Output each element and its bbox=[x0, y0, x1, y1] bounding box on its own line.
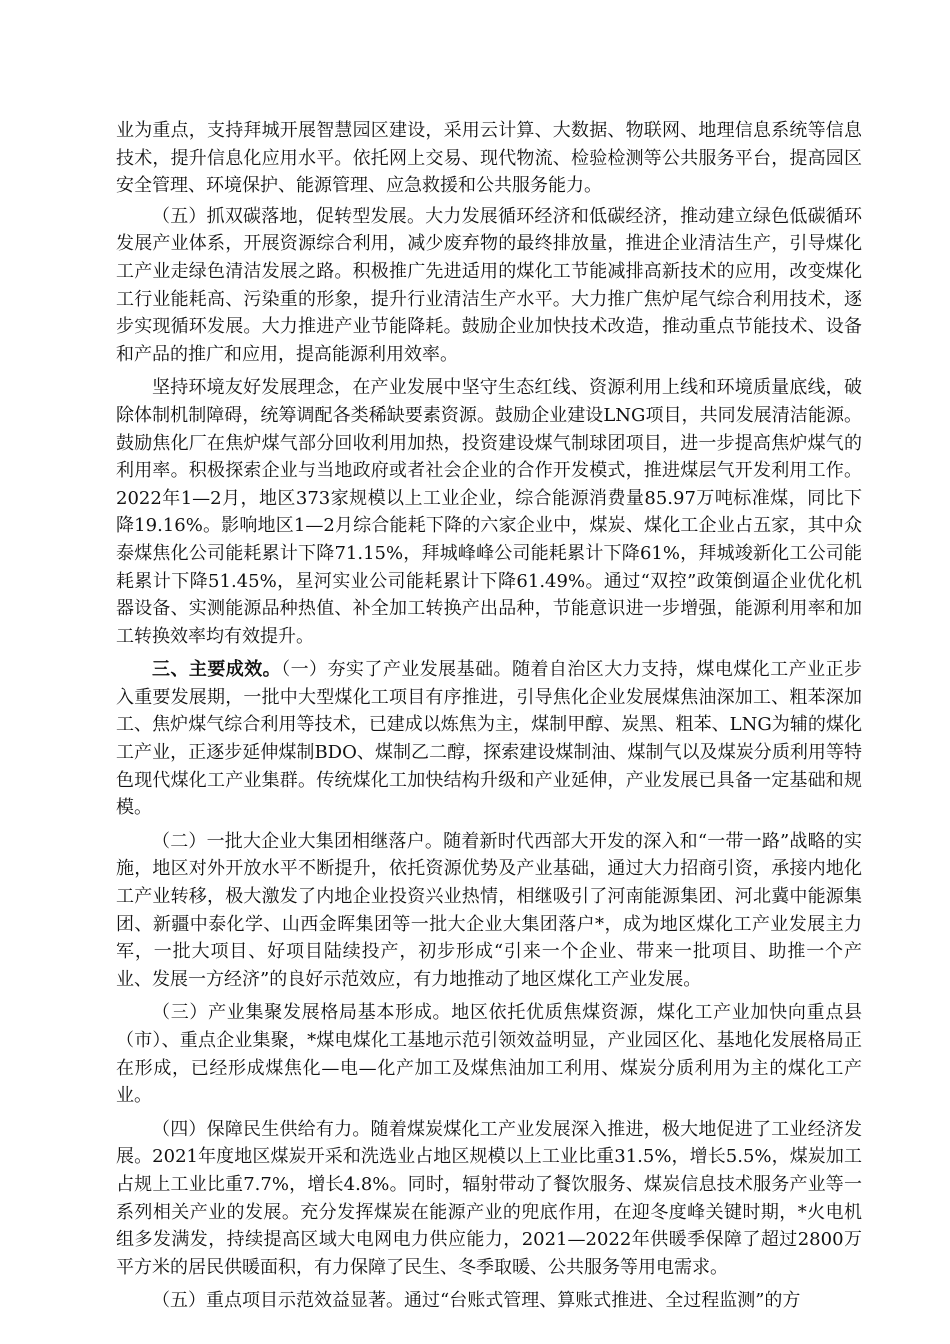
paragraph-industry-foundation: （一）夯实了产业发展基础。随着自治区大力支持，煤电煤化工产业正步入重要发展期，一批中大型煤化工项目有序推进，引导焦化企业发展煤焦油深加工、粗苯深加工、焦炉煤气综合利用等技术，已建成以炼焦为主，煤制甲醇、炭黑、粗苯、LNG为辅的煤化工产业，正逐步延伸煤制BDO、煤制乙二醇，探索建设煤制油、煤制气以及煤炭分质利用等特色现代煤化工产业集群。传统煤化工加快结构升级和产业延伸，产业发展已具备一定基础和规模。 bbox=[116, 659, 863, 819]
paragraph-smart-park: 业为重点，支持拜城开展智慧园区建设，采用云计算、大数据、物联网、地理信息系统等信息技术，提升信息化应用水平。依托网上交易、现代物流、检验检测等公共服务平台，提高园区安全管理、环境保护、能源管理、应急救援和公共服务能力。 bbox=[116, 120, 862, 197]
document-page bbox=[116, 117, 862, 1315]
paragraph-livelihood: （四）保障民生供给有力。随着煤炭煤化工产业发展深入推进，极大地促进了工业经济发展。2021年度地区煤炭开采和洗选业占地区规模以上工业比重31.5%，增长5.5%，煤炭加工占规上工业比重7.7%，增长4.8%。同时，辐射带动了餐饮服务、煤炭信息技术服务产业等一系列相关产业的发展。充分发挥煤炭在能源产业的兜底作用，在迎冬度峰关键时期，*火电机组多发满发，持续提高区域大电网电力供应能力，2021—2022年供暖季保障了超过2800万平方米的居民供暖面积，有力保障了民生、冬季取暖、公共服务等用电需求。 bbox=[116, 1118, 862, 1278]
paragraph-dual-carbon: （五）抓双碳落地，促转型发展。大力发展循环经济和低碳经济，推动建立绿色低碳循环发展产业体系，开展资源综合利用，减少废弃物的最终排放量，推进企业清洁生产，引导煤化工产业走绿色清洁发展之路。积极推广先进适用的煤化工节能减排高新技术的应用，改变煤化工行业能耗高、污染重的形象，提升行业清洁生产水平。大力推广焦炉尾气综合利用技术，逐步实现循环发展。大力推进产业节能降耗。鼓励企业加快技术改造，推动重点节能技术、设备和产品的推广和应用，提高能源利用效率。 bbox=[116, 205, 862, 365]
paragraph-key-projects: （五）重点项目示范效益显著。通过“台账式管理、算账式推进、全过程监测”的方 bbox=[152, 1290, 801, 1312]
paragraph-industry-cluster: （三）产业集聚发展格局基本形成。地区依托优质焦煤资源，煤化工产业加快向重点县（市）、重点企业集聚，*煤电煤化工基地示范引领效益明显，产业园区化、基地化发展格局正在形成，已经形成煤焦化—电—化产加工及煤焦油加工利用、煤炭分质利用为主的煤化工产业。 bbox=[116, 1002, 862, 1107]
paragraph-environment: 坚持环境友好发展理念，在产业发展中坚守生态红线、资源利用上线和环境质量底线，破除体制机制障碍，统筹调配各类稀缺要素资源。鼓励企业建设LNG项目，共同发展清洁能源。鼓励焦化厂在焦炉煤气部分回收利用加热，投资建设煤气制球团项目，进一步提高焦炉煤气的利用率。积极探索企业与当地政府或者社会企业的合作开发模式，推进煤层气开发利用工作。2022年1—2月，地区373家规模以上工业企业，综合能源消费量85.97万吨标准煤，同比下降19.16%。影响地区1—2月综合能耗下降的六家企业中，煤炭、煤化工企业占五家，其中众泰煤焦化公司能耗累计下降71.15%，拜城峰峰公司能耗累计下降61%，拜城竣新化工公司能耗累计下降51.45%，星河实业公司能耗累计下降61.49%。通过“双控”政策倒逼企业优化机器设备、实测能源品种热值、补全加工转换产出品种，节能意识进一步增强，能源利用率和加工转换效率均有效提升。 bbox=[116, 377, 862, 647]
paragraph-main-results bbox=[116, 656, 862, 822]
paragraph-large-enterprises: （二）一批大企业大集团相继落户。随着新时代西部大开发的深入和“一带一路”战略的实施，地区对外开放水平不断提升，依托资源优势及产业基础，通过大力招商引资，承接内地化工产业转移，极大激发了内地企业投资兴业热情，相继吸引了河南能源集团、河北冀中能源集团、新疆中泰化学、山西金晖集团等一批大企业大集团落户*，成为地区煤化工产业发展主力军，一批大项目、好项目陆续投产，初步形成“引来一个企业、带来一批项目、助推一个产业、发展一方经济”的良好示范效应，有力地推动了地区煤化工产业发展。 bbox=[116, 830, 862, 990]
section-heading-main-results: 三、主要成效。 bbox=[152, 659, 282, 681]
